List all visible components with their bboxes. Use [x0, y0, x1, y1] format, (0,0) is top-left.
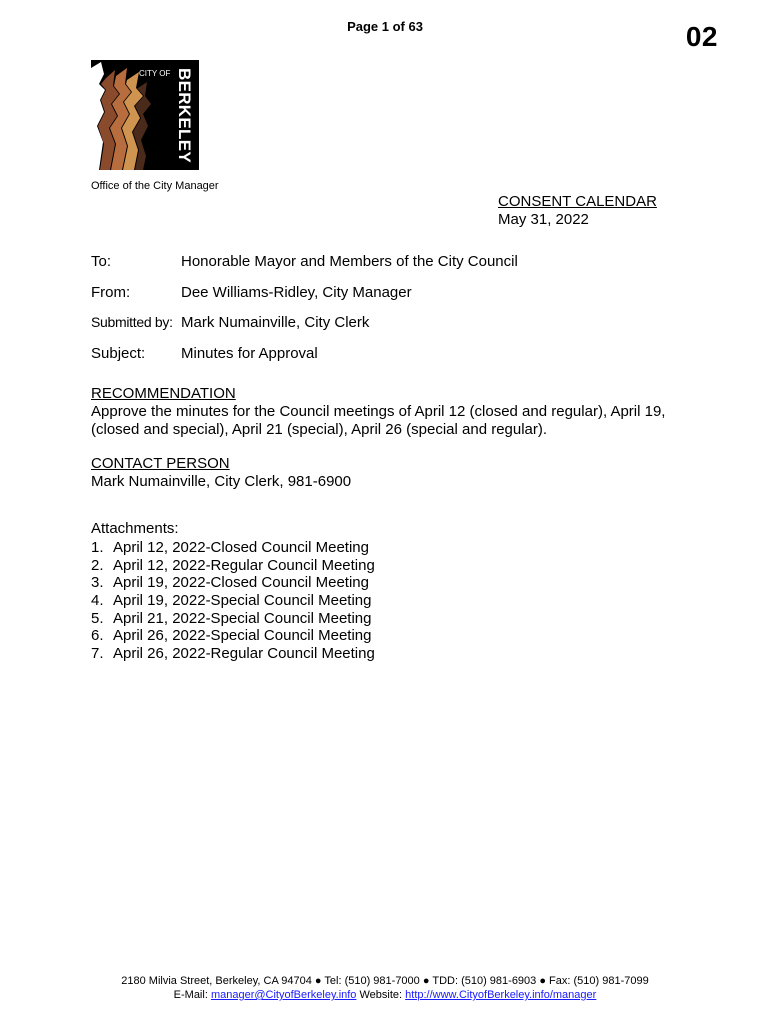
list-item-text: April 21, 2022-Special Council Meeting	[113, 609, 372, 627]
list-item-number: 7.	[91, 645, 104, 663]
contact-person-body: Mark Numainville, City Clerk, 981-6900	[91, 473, 352, 490]
office-name: Office of the City Manager	[91, 180, 219, 192]
list-item-number: 4.	[91, 592, 104, 610]
attachments-list	[91, 539, 375, 663]
list-item-text: April 19, 2022-Special Council Meeting	[113, 592, 372, 610]
list-item-number: 3.	[91, 574, 104, 592]
list-item-number: 5.	[91, 609, 104, 627]
contact-person-heading: CONTACT PERSON	[91, 455, 230, 472]
list-item-text: April 26, 2022-Special Council Meeting	[113, 627, 372, 645]
to-label: To:	[91, 253, 112, 270]
to-value: Honorable Mayor and Members of the City Council	[181, 253, 518, 270]
consent-calendar-heading: CONSENT CALENDAR	[498, 193, 657, 210]
footer-address: 2180 Milvia Street, Berkeley, CA 94704 ● Tel: (510) 981-7000 ● TDD: (510) 981-6903 ● Fax: (510) 981-7099	[121, 975, 649, 987]
list-item	[91, 610, 375, 628]
list-item-text: April 12, 2022-Closed Council Meeting	[113, 539, 369, 556]
svg-text:CITY OF: CITY OF	[139, 69, 171, 78]
submitted-by-value: Mark Numainville, City Clerk	[181, 314, 370, 331]
list-item	[91, 592, 375, 610]
recommendation-body: Approve the minutes for the Council meetings of April 12 (closed and regular), April 19, (closed and special), April 21 (special), April 26 (special and regular).	[91, 403, 666, 438]
from-value: Dee Williams-Ridley, City Manager	[181, 284, 412, 301]
recommendation-heading: RECOMMENDATION	[91, 385, 236, 402]
list-item-number: 1.	[91, 539, 104, 556]
list-item-number: 6.	[91, 627, 104, 645]
item-number: 02	[685, 21, 718, 52]
email-link[interactable]: manager@CityofBerkeley.info	[210, 989, 357, 1001]
footer	[0, 974, 770, 1002]
website-link[interactable]: http://www.CityofBerkeley.info/manager	[405, 989, 597, 1001]
list-item	[91, 557, 375, 575]
list-item	[91, 574, 375, 592]
list-item-text: April 26, 2022-Regular Council Meeting	[113, 645, 375, 663]
list-item-text: April 19, 2022-Closed Council Meeting	[113, 574, 369, 592]
memo-date: May 31, 2022	[498, 211, 589, 228]
list-item	[91, 539, 375, 557]
svg-text:BERKELEY: BERKELEY	[175, 68, 194, 163]
subject-value: Minutes for Approval	[181, 345, 318, 362]
page-number: Page 1 of 63	[347, 19, 423, 34]
footer-email-label: E-Mail:	[173, 989, 208, 1001]
list-item	[91, 645, 375, 663]
attachments-heading: Attachments:	[91, 520, 179, 537]
submitted-by-label: Submitted by:	[91, 314, 173, 330]
list-item	[91, 627, 375, 645]
subject-label: Subject:	[91, 345, 146, 362]
list-item-text: April 12, 2022-Regular Council Meeting	[113, 556, 375, 574]
list-item-number: 2.	[91, 556, 104, 574]
footer-website-label: Website:	[359, 989, 403, 1001]
footer-contact-line	[0, 988, 770, 1002]
from-label: From:	[91, 284, 131, 301]
city-of-berkeley-logo	[91, 60, 199, 170]
